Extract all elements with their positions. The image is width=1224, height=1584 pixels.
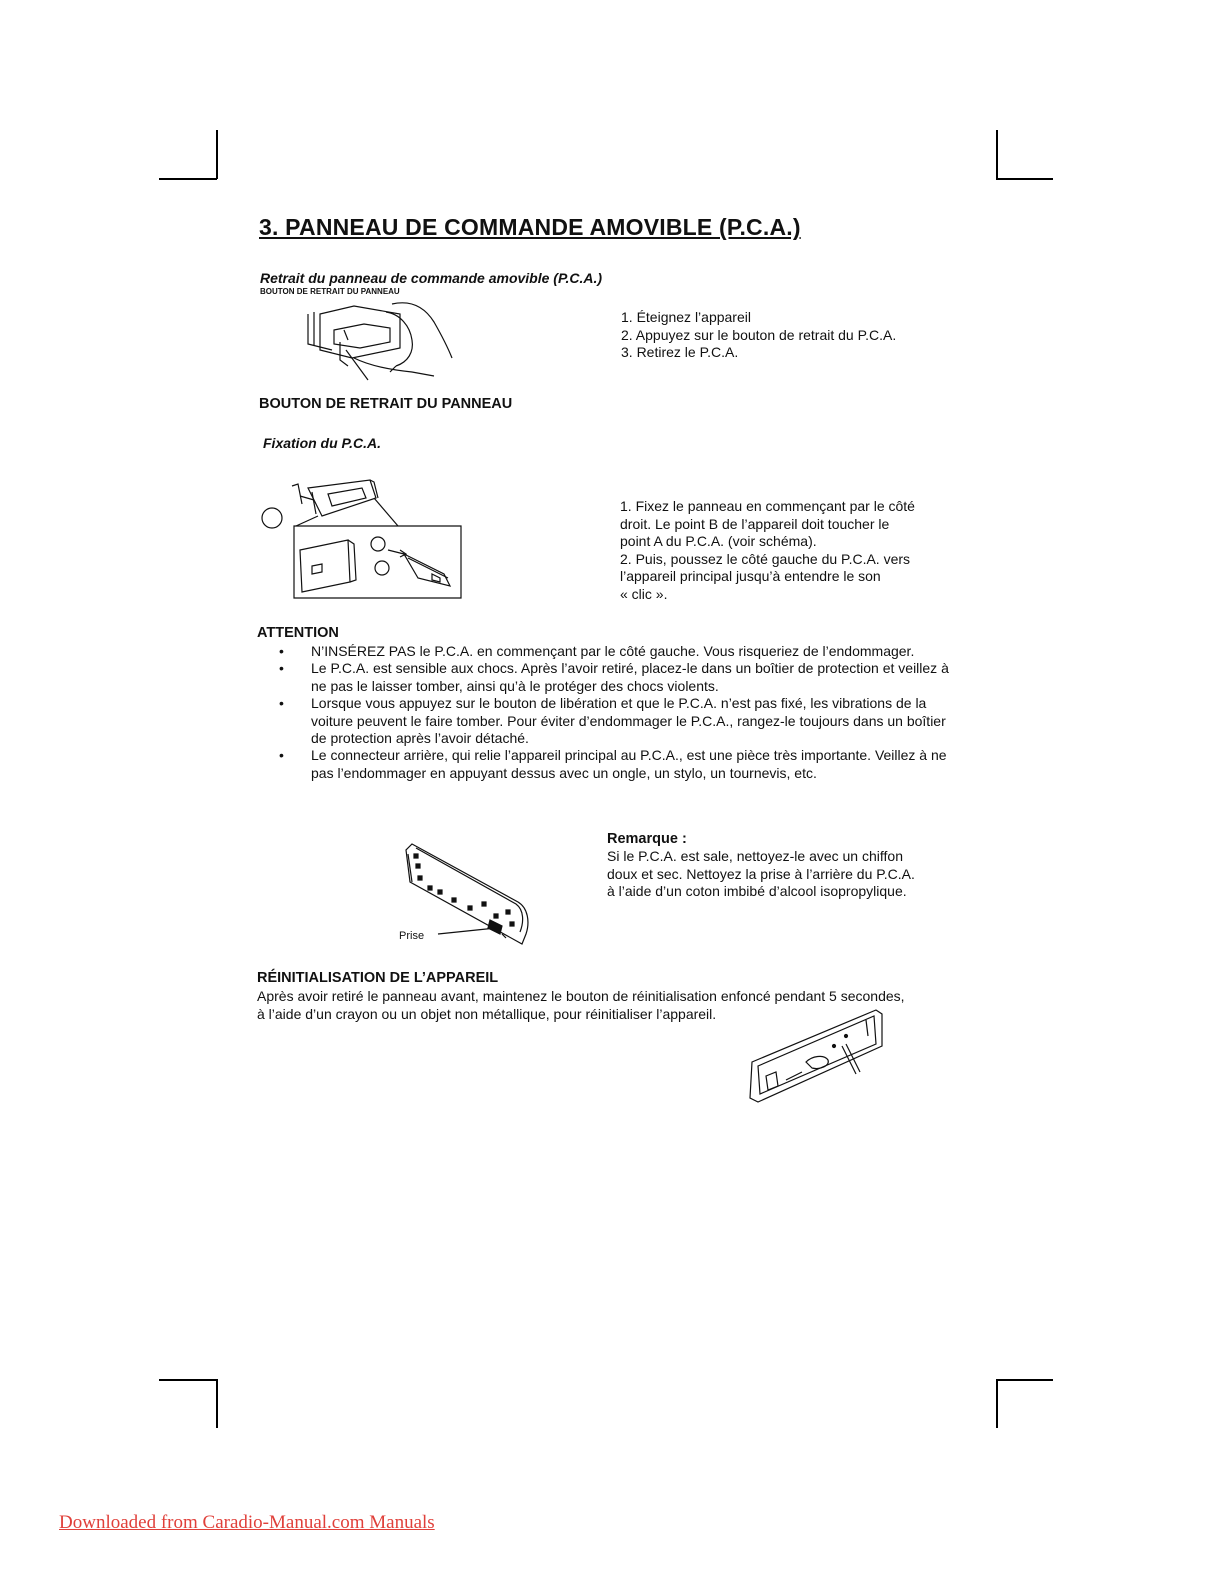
crop-mark-bottom-left-horizontal [159,1379,217,1381]
removal-illustration [300,300,460,382]
fixation-instructions [620,498,915,603]
crop-mark-top-right-horizontal [996,178,1053,180]
remark-heading: Remarque : [607,831,687,847]
removal-subtitle: Retrait du panneau de commande amovible (P.C.A.) [260,270,603,286]
fixation-line: l’appareil principal jusqu’à entendre le son [620,568,881,584]
unit-reset-illustration [746,1006,886,1106]
remark-line: à l’aide d’un coton imbibé d’alcool isopropylique. [607,883,907,899]
remark-line: doux et sec. Nettoyez la prise à l’arrière du P.C.A. [607,865,915,882]
removal-figure-caption: BOUTON DE RETRAIT DU PANNEAU [260,287,400,296]
remark-text [607,848,915,901]
connector-label: Prise [399,930,425,942]
crop-mark-top-left-vertical [216,130,218,179]
attention-item: • Lorsque vous appuyez sur le bouton de libération et que le P.C.A. n’est pas fixé, les vibrations de la voiture peuvent le faire tomber. Pour éviter d’endommager le P.C.A., rangez-le toujours dans un boîtier de protection après l’avoir détaché. [257,695,957,747]
download-source-link[interactable]: Downloaded from Caradio-Manual.com Manuals [59,1512,435,1533]
crop-mark-bottom-right-vertical [996,1379,998,1428]
fixation-line: droit. Le point B de l’appareil doit toucher le [620,515,890,532]
reset-heading: RÉINITIALISATION DE L’APPAREIL [257,970,499,986]
removal-step: 3. Retirez le P.C.A. [621,344,739,360]
attention-list [257,643,957,782]
crop-mark-top-left-horizontal [159,178,217,180]
fixation-line: « clic ». [620,585,668,602]
fixation-illustration [258,474,464,602]
fixation-line: point A du P.C.A. (voir schéma). [620,533,817,549]
attention-item: • Le P.C.A. est sensible aux chocs. Après l’avoir retiré, placez-le dans un boîtier de protection et veillez à ne pas le laisser tomber, ainsi qu’à le protéger des chocs violents. [257,660,957,695]
reset-line: Après avoir retiré le panneau avant, maintenez le bouton de réinitialisation enfoncé pendant 5 secondes, [257,988,905,1004]
page-title: 3. PANNEAU DE COMMANDE AMOVIBLE (P.C.A.) [259,214,801,240]
attention-item: • Le connecteur arrière, qui relie l’appareil principal au P.C.A., est une pièce très importante. Veillez à ne pas l’endommager en appuyant dessus avec un ongle, un stylo, un tournevis, etc. [257,747,957,782]
reset-line: à l’aide d’un crayon ou un objet non métallique, pour réinitialiser l’appareil. [257,1005,717,1022]
removal-step: 1. Éteignez l’appareil [621,309,751,325]
fixation-line: 1. Fixez le panneau en commençant par le côté [620,498,915,514]
removal-steps [621,309,896,362]
crop-mark-top-right-vertical [996,130,998,179]
attention-heading: ATTENTION [257,625,339,641]
removal-step: 2. Appuyez sur le bouton de retrait du P.C.A. [621,326,897,343]
remark-line: Si le P.C.A. est sale, nettoyez-le avec un chiffon [607,848,903,864]
fixation-line: 2. Puis, poussez le côté gauche du P.C.A. vers [620,550,911,567]
fixation-subtitle: Fixation du P.C.A. [263,435,381,451]
panel-release-button-label: BOUTON DE RETRAIT DU PANNEAU [259,396,513,412]
crop-mark-bottom-left-vertical [216,1379,218,1428]
attention-item: • N’INSÉREZ PAS le P.C.A. en commençant par le côté gauche. Vous risqueriez de l’endommager. [257,643,957,660]
crop-mark-bottom-right-horizontal [996,1379,1053,1381]
